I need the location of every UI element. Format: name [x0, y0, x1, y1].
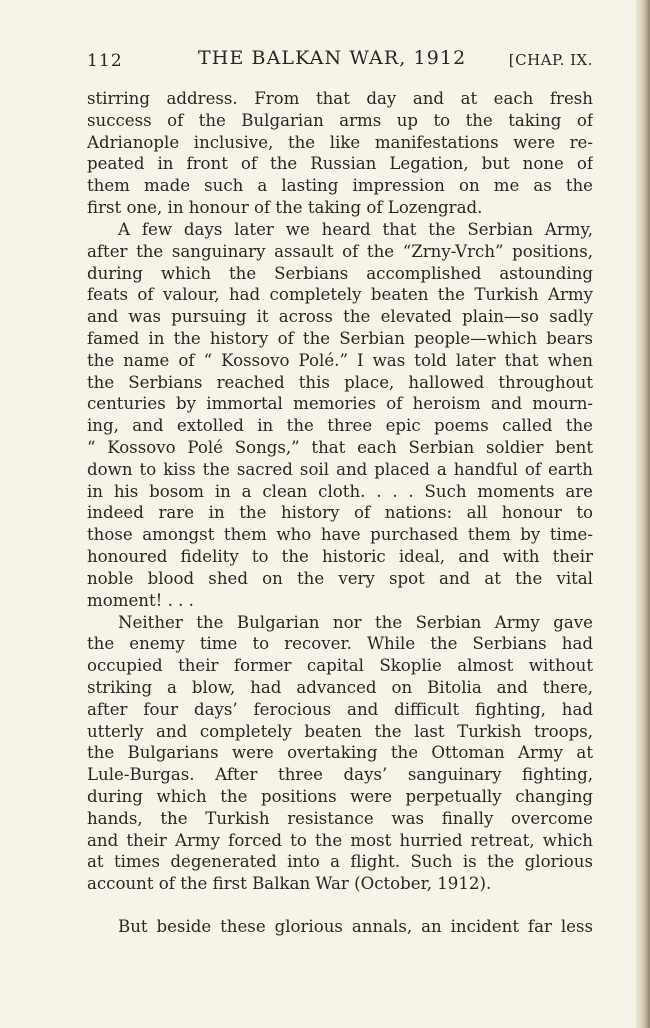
text-line: Adrianople inclusive, the like manifestations were re-	[87, 132, 593, 152]
running-title: THE BALKAN WAR, 1912	[198, 47, 467, 69]
text-line: stirring address. From that day and at each fresh	[87, 89, 593, 108]
text-line: down to kiss the sacred soil and placed a handful of earth	[87, 459, 593, 479]
text-line: at times degenerated into a flight. Such is the glorious	[87, 852, 593, 872]
page-header	[87, 47, 593, 79]
paragraph-4	[87, 916, 593, 938]
text-line: feats of valour, had completely beaten the Turkish Army	[87, 285, 593, 305]
paragraph-gap	[87, 895, 593, 916]
paragraph-3	[87, 612, 593, 896]
text-line: them made such a lasting impression on me as the	[87, 176, 593, 196]
text-line: centuries by immortal memories of heroism and mourn-	[87, 394, 593, 414]
text-line: the Serbians reached this place, hallowed throughout	[87, 372, 593, 392]
text-line: peated in front of the Russian Legation, but none of	[87, 154, 593, 174]
page-number: 112	[87, 51, 123, 71]
text-line: noble blood shed on the very spot and at the vital	[87, 568, 593, 588]
text-line: “ Kossovo Polé Songs,” that each Serbian soldier bent	[87, 438, 593, 457]
text-line: the enemy time to recover. While the Serbians had	[87, 634, 593, 654]
paragraph-2	[87, 219, 593, 612]
text-line: indeed rare in the history of nations: all honour to	[87, 503, 593, 523]
text-line: during which the positions were perpetually changing	[87, 787, 593, 806]
text-line: the Bulgarians were overtaking the Ottoman Army at	[87, 743, 593, 763]
text-line: But beside these glorious annals, an incident far less	[118, 917, 593, 937]
text-line: success of the Bulgarian arms up to the taking of	[87, 110, 593, 130]
paragraph-1	[87, 88, 593, 219]
text-line: during which the Serbians accomplished astounding	[87, 263, 593, 283]
text-line: occupied their former capital Skoplie almost without	[87, 656, 593, 676]
text-line: account of the first Balkan War (October, 1912).	[87, 874, 492, 894]
text-line: hands, the Turkish resistance was finally overcome	[87, 808, 593, 828]
text-line: Neither the Bulgarian nor the Serbian Army gave	[118, 612, 593, 632]
text-line: in his bosom in a clean cloth. . . . Such moments are	[87, 481, 593, 501]
text-line: the name of “ Kossovo Polé.” I was told later that when	[87, 350, 593, 370]
text-line: Lule-Burgas. After three days’ sanguinary fighting,	[87, 765, 593, 785]
text-line: famed in the history of the Serbian people—which bears	[87, 328, 593, 348]
body-text	[87, 88, 593, 938]
text-line: those amongst them who have purchased them by time-	[87, 525, 593, 545]
text-line: after four days’ ferocious and difficult fighting, had	[87, 699, 593, 719]
text-line: striking a blow, had advanced on Bitolia and there,	[87, 677, 593, 697]
text-line: A few days later we heard that the Serbian Army,	[118, 219, 593, 239]
text-line: first one, in honour of the taking of Lozengrad.	[87, 198, 483, 218]
text-line: and was pursuing it across the elevated plain—so sadly	[87, 307, 593, 327]
page-edge	[636, 0, 650, 1028]
text-line: utterly and completely beaten the last Turkish troops,	[87, 721, 593, 741]
text-line: ing, and extolled in the three epic poems called the	[87, 416, 593, 436]
chapter-label: [CHAP. IX.	[508, 51, 593, 69]
text-line: after the sanguinary assault of the “Zrny-Vrch” positions,	[87, 241, 593, 261]
text-line: and their Army forced to the most hurried retreat, which	[87, 830, 593, 850]
text-line: honoured fidelity to the historic ideal, and with their	[87, 547, 593, 567]
text-line: moment! . . .	[87, 590, 194, 610]
